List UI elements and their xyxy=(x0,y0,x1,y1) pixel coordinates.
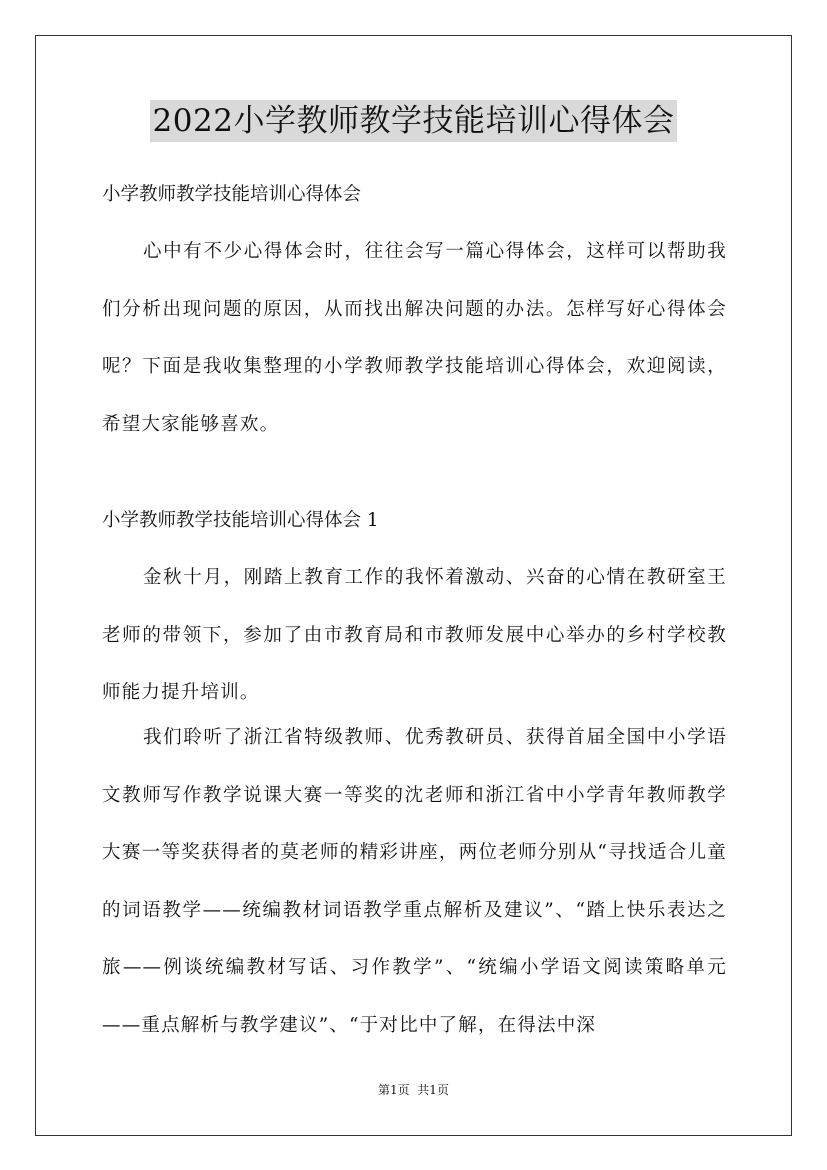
document-title: 2022小学教师教学技能培训心得体会 xyxy=(150,100,678,142)
page-number-footer: 第1页 共1页 xyxy=(378,1083,449,1097)
intro-paragraph: 心中有不少心得体会时，往往会写一篇心得体会，这样可以帮助我们分析出现问题的原因，从而找出解决问题的办法。怎样写好心得体会呢？下面是我收集整理的小学教师教学技能培训心得体会，欢迎阅读，希望大家能够喜欢。 xyxy=(102,241,727,435)
body-paragraph-1: 金秋十月，刚踏上教育工作的我怀着激动、兴奋的心情在教研室王老师的带领下，参加了由市教育局和市教师发展中心举办的乡村学校教师能力提升培训。 xyxy=(102,567,727,703)
title-container xyxy=(0,100,827,142)
document-subtitle: 小学教师教学技能培训心得体会 xyxy=(102,184,362,205)
section-heading: 小学教师教学技能培训心得体会 1 xyxy=(102,510,379,531)
body-paragraph-2: 我们聆听了浙江省特级教师、优秀教研员、获得首届全国中小学语文教师写作教学说课大赛一等奖的沈老师和浙江省中小学青年教师教学大赛一等奖获得者的莫老师的精彩讲座，两位老师分别从“寻找适合儿童的词语教学——统编教材词语教学重点解析及建议”、“踏上快乐表达之旅——例谈统编教材写话、习作教学”、“统编小学语文阅读策略单元——重点解析与教学建议”、“于对比中了解，在得法中深 xyxy=(102,727,727,1036)
